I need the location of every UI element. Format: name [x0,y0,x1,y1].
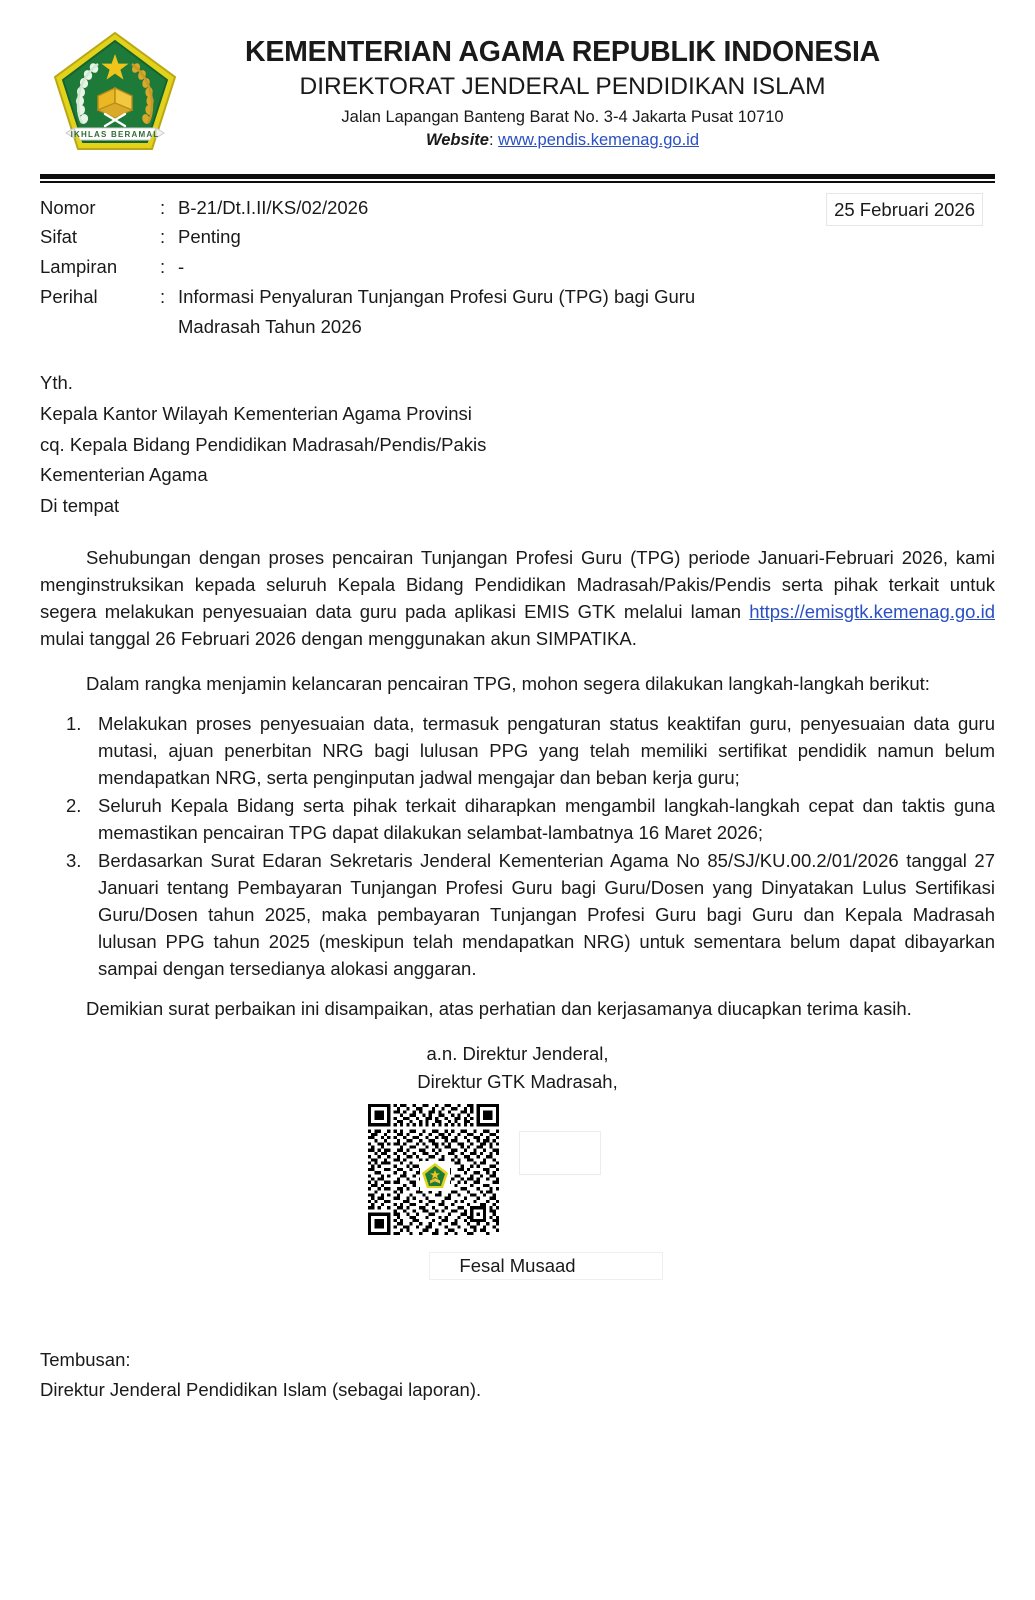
signature-block [40,1040,995,1279]
body-paragraph-1 [40,544,995,652]
qr-area [368,1104,668,1250]
signer-name-wrap [459,1252,575,1280]
website-separator: : [488,130,499,149]
meta-label-perihal: Perihal [40,286,98,308]
meta-colon-sifat: : [160,226,166,248]
meta-value-lampiran: - [178,256,185,278]
signature-position: Direktur GTK Madrasah, [417,1071,618,1093]
meta-value-nomor: B-21/Dt.I.II/KS/02/2026 [178,196,369,218]
svg-text:IKHLAS BERAMAL: IKHLAS BERAMAL [70,130,160,139]
meta-row-sifat [40,222,995,252]
addressee-line-4: Kementerian Agama [40,464,208,486]
letter-date: 25 Februari 2026 [826,193,983,227]
ministry-name: KEMENTERIAN AGAMA REPUBLIK INDONESIA [244,36,881,68]
signature-placeholder-box [519,1131,601,1175]
website-label: Website [425,130,489,149]
instruction-list [40,710,995,982]
paragraph-1-text-before-link: Sehubungan dengan proses pencairan Tunjangan Profesi Guru (TPG) periode Januari-Februari 2026, kami menginstruksikan kepada seluruh Kepala Bidang Pendidikan Madrasah/Pakis/Pendis serta pihak terkait untuk segera melakukan penyesuaian data guru pada aplikasi EMIS GTK melalui laman [40,546,995,622]
addressee-line-2: Kepala Kantor Wilayah Kementerian Agama Provinsi [40,403,472,425]
divider-thin-line [40,181,995,183]
letterhead [0,0,1035,164]
list-item: Seluruh Kepala Bidang serta pihak terkait diharapkan mengambil langkah-langkah cepat dan taktis guna memastikan pencairan TPG dapat dilakukan selambat-lambatnya 16 Maret 2026; [98,795,995,844]
office-address: Jalan Lapangan Banteng Barat No. 3-4 Jakarta Pusat 10710 [341,107,784,126]
meta-label-nomor: Nomor [40,196,96,218]
meta-value-perihal: Informasi Penyaluran Tunjangan Profesi Guru (TPG) bagi Guru Madrasah Tahun 2026 [178,286,696,338]
website-link[interactable]: www.pendis.kemenag.go.id [498,130,699,149]
website-line [190,130,935,151]
addressee-line-1: Yth. [40,372,73,394]
qr-center-logo-icon [420,1161,450,1191]
signature-attribution: a.n. Direktur Jenderal, [426,1043,609,1065]
header-divider [40,174,995,183]
addressee-line-5: Di tempat [40,495,120,517]
meta-colon-nomor: : [160,196,166,218]
signer-name: Fesal Musaad [459,1254,576,1276]
body-paragraph-2: Dalam rangka menjamin kelancaran pencairan TPG, mohon segera dilakukan langkah-langkah berikut: [86,673,930,695]
meta-label-lampiran: Lampiran [40,256,118,278]
list-item: Melakukan proses penyesuaian data, termasuk pengaturan status keaktifan guru, penyesuaian data guru mutasi, ajuan penerbitan NRG bagi lulusan PPG yang telah memiliki sertifikat pendidik namun belum mendapatkan NRG, serta penginputan jadwal mengajar dan beban kerja guru; [98,713,995,789]
directorate-name: DIREKTORAT JENDERAL PENDIDIKAN ISLAM [299,72,826,100]
addressee-block [40,368,995,522]
emis-gtk-link[interactable]: https://emisgtk.kemenag.go.id [749,600,995,622]
letter-meta [40,193,995,343]
letterhead-text [190,24,995,151]
divider-thick-line [40,174,995,179]
paragraph-1-text-after-link: mulai tanggal 26 Februari 2026 dengan menggunakan akun SIMPATIKA. [40,627,637,649]
meta-value-sifat: Penting [178,226,241,248]
tembusan-block [40,1345,481,1405]
meta-row-perihal [40,282,995,342]
tembusan-item: Direktur Jenderal Pendidikan Islam (sebagai laporan). [40,1378,482,1400]
tembusan-heading: Tembusan: [40,1349,131,1370]
meta-colon-lampiran: : [160,256,166,278]
meta-row-lampiran [40,252,995,282]
meta-label-sifat: Sifat [40,226,78,248]
meta-colon-perihal: : [160,286,166,308]
logo-wrap [40,24,190,164]
letter-body [40,544,995,1280]
body-closing-paragraph: Demikian surat perbaikan ini disampaikan, atas perhatian dan kerjasamanya diucapkan terima kasih. [86,998,912,1020]
kemenag-logo-icon [52,30,178,164]
list-item: Berdasarkan Surat Edaran Sekretaris Jenderal Kementerian Agama No 85/SJ/KU.00.2/01/2026 tanggal 27 Januari tentang Pembayaran Tunjangan Profesi Guru bagi Guru/Dosen yang Dinyatakan Lulus Sertifikasi Guru/Dosen tahun 2025, maka pembayaran Tunjangan Profesi Guru bagi Guru dan Kepala Madrasah lulusan PPG tahun 2025 (meskipun telah mendapatkan NRG) untuk sementara belum dapat dibayarkan sampai dengan tersedianya alokasi anggaran. [98,850,995,980]
addressee-line-3: cq. Kepala Bidang Pendidikan Madrasah/Pendis/Pakis [40,433,487,455]
